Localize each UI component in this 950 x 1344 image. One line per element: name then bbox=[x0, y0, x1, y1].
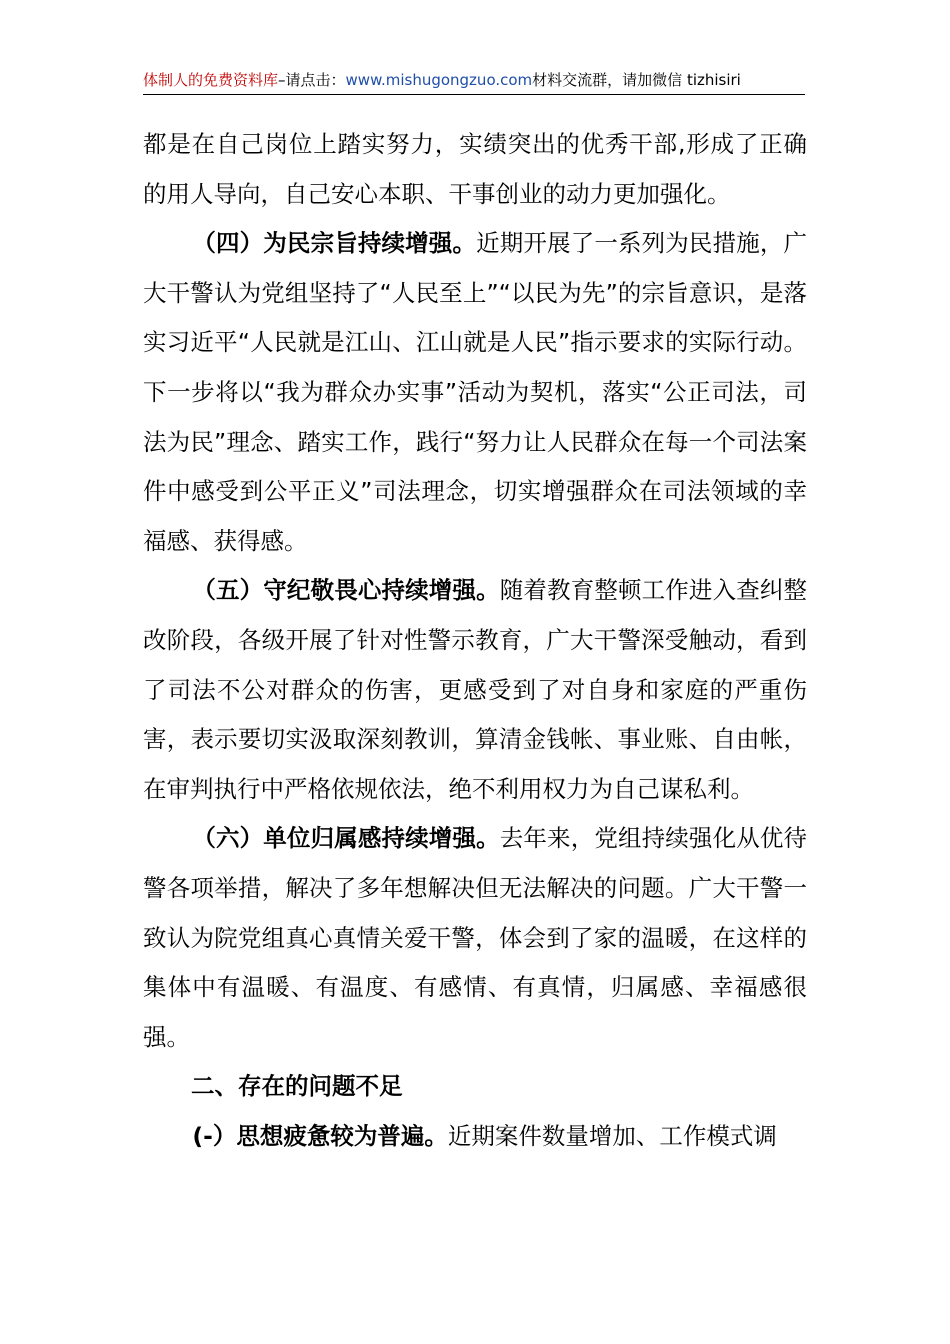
header-url-link[interactable]: www.mishugongzuo.com bbox=[345, 71, 533, 89]
paragraph-lead: (-）思想疲惫较为普遍。 bbox=[192, 1121, 448, 1150]
header-prompt: –请点击： bbox=[278, 71, 346, 89]
document-body bbox=[143, 120, 807, 1161]
page-header bbox=[143, 70, 805, 95]
paragraph-text: 都是在自己岗位上踏实努力，实绩突出的优秀干部,形成了正确的用人导向，自己安心本职、干事创业的动力更加强化。 bbox=[143, 130, 807, 208]
paragraph-lead: （五）守纪敬畏心持续增强。 bbox=[192, 576, 500, 605]
section-heading: 二、存在的问题不足 bbox=[191, 1072, 403, 1101]
paragraph-text: 去年来，党组持续强化从优待警各项举措，解决了多年想解决但无法解决的问题。广大干警一致认为院党组真心真情关爱干警，体会到了家的温暖，在这样的集体中有温暖、有温度、有感情、有真情，归属感、幸福感很强。 bbox=[143, 824, 808, 1051]
paragraph-text: 近期案件数量增加、工作模式调 bbox=[447, 1121, 777, 1150]
header-brand: 体制人的免费资料库 bbox=[143, 71, 279, 89]
paragraph-item-4 bbox=[143, 219, 807, 566]
paragraph-text: 近期开展了一系列为民措施，广大干警认为党组坚持了“人民至上”“以民为先”的宗旨意识，是落实习近平“人民就是江山、江山就是人民”指示要求的实际行动。下一步将以“我为群众办实事”活动为契机，落实“公正司法，司法为民”理念、踏实工作，践行“努力让人民群众在每一个司法案件中感受到公平正义”司法理念，切实增强群众在司法领域的幸福感、获得感。 bbox=[143, 229, 808, 555]
paragraph-problem-1 bbox=[143, 1112, 807, 1162]
paragraph-continued bbox=[143, 120, 807, 219]
paragraph-lead: （六）单位归属感持续增强。 bbox=[192, 824, 500, 853]
paragraph-item-5 bbox=[143, 566, 807, 814]
paragraph-item-6 bbox=[143, 814, 807, 1062]
paragraph-text: 随着教育整顿工作进入查纠整改阶段，各级开展了针对性警示教育，广大干警深受触动，看到了司法不公对群众的伤害，更感受到了对自身和家庭的严重伤害，表示要切实汲取深刻教训，算清金钱帐、事业账、自由帐，在审判执行中严格依规依法，绝不利用权力为自己谋私利。 bbox=[143, 576, 808, 803]
header-contact: 材料交流群，请加微信 tizhisiri bbox=[532, 71, 741, 89]
paragraph-lead: （四）为民宗旨持续增强。 bbox=[192, 229, 477, 258]
